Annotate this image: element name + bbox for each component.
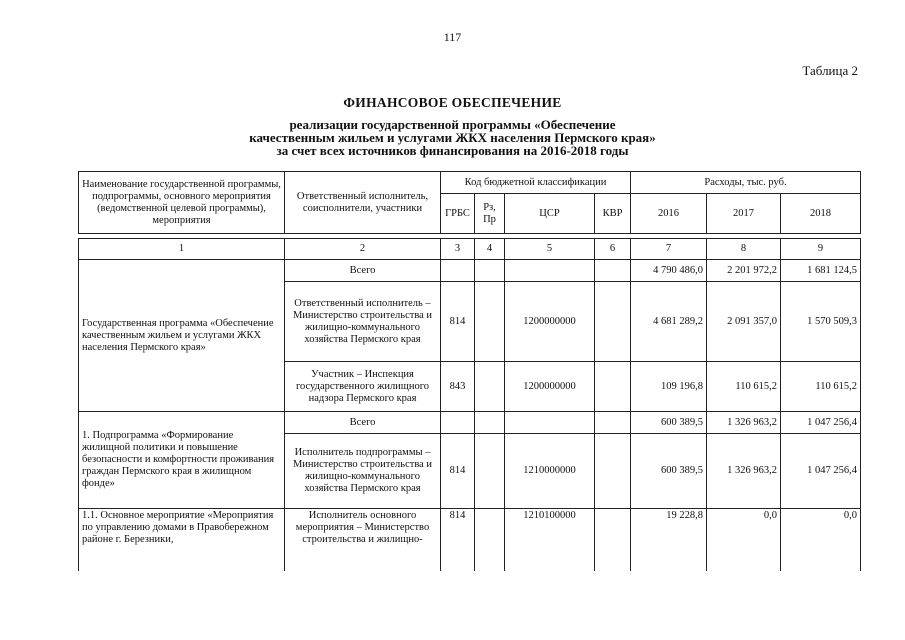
row-2018: 1 047 256,4 xyxy=(781,412,861,434)
row-2016: 109 196,8 xyxy=(631,362,707,412)
column-number: 9 xyxy=(781,239,861,260)
row-2017: 110 615,2 xyxy=(707,362,781,412)
column-number-row xyxy=(79,239,861,260)
row-grbs: 814 xyxy=(441,434,475,509)
row-kvr xyxy=(595,434,631,509)
row-kvr xyxy=(595,509,631,572)
row-kvr xyxy=(595,282,631,362)
row-executor: Ответственный исполнитель – Министерство строительства и жилищно-коммунального хозяйства Пермского края xyxy=(285,282,441,362)
row-grbs: 814 xyxy=(441,282,475,362)
subprogram-name: 1. Подпрограмма «Формирование жилищной политики и повышение безопасности и комфортности проживания граждан Пермского края в жилищном фонде» xyxy=(79,412,285,509)
row-grbs xyxy=(441,260,475,282)
row-2018: 1 681 124,5 xyxy=(781,260,861,282)
row-executor: Всего xyxy=(285,412,441,434)
column-number: 3 xyxy=(441,239,475,260)
program-name: Государственная программа «Обеспечение качественным жильем и услугами ЖКХ населения Пермского края» xyxy=(79,260,285,412)
header-grbs: ГРБС xyxy=(441,194,475,234)
row-kvr xyxy=(595,260,631,282)
table-row xyxy=(79,509,861,572)
header-2016: 2016 xyxy=(631,194,707,234)
header-expenses: Расходы, тыс. руб. xyxy=(631,172,861,194)
header-csr: ЦСР xyxy=(505,194,595,234)
table-row xyxy=(79,260,861,282)
column-number: 2 xyxy=(285,239,441,260)
column-number: 8 xyxy=(707,239,781,260)
row-executor: Всего xyxy=(285,260,441,282)
row-2016: 4 790 486,0 xyxy=(631,260,707,282)
row-rz-pr xyxy=(475,412,505,434)
row-2017: 1 326 963,2 xyxy=(707,412,781,434)
row-2017: 0,0 xyxy=(707,509,781,572)
row-csr xyxy=(505,260,595,282)
row-2018: 110 615,2 xyxy=(781,362,861,412)
title-block xyxy=(0,95,905,157)
row-2018: 1 047 256,4 xyxy=(781,434,861,509)
title-main: ФИНАНСОВОЕ ОБЕСПЕЧЕНИЕ xyxy=(343,95,562,110)
header-2018: 2018 xyxy=(781,194,861,234)
header-rz-pr: Рз, Пр xyxy=(475,194,505,234)
column-number: 6 xyxy=(595,239,631,260)
row-kvr xyxy=(595,362,631,412)
row-2018: 1 570 509,3 xyxy=(781,282,861,362)
title-line-3: за счет всех источников финансирования на 2016-2018 годы xyxy=(276,143,629,158)
column-number: 7 xyxy=(631,239,707,260)
column-number: 1 xyxy=(79,239,285,260)
row-rz-pr xyxy=(475,509,505,572)
row-csr: 1210000000 xyxy=(505,434,595,509)
row-2016: 19 228,8 xyxy=(631,509,707,572)
row-executor: Исполнитель основного мероприятия – Министерство строительства и жилищно- xyxy=(285,509,441,572)
row-2017: 2 201 972,2 xyxy=(707,260,781,282)
row-2016: 600 389,5 xyxy=(631,434,707,509)
row-rz-pr xyxy=(475,362,505,412)
column-number: 5 xyxy=(505,239,595,260)
row-rz-pr xyxy=(475,282,505,362)
main-activity-name: 1.1. Основное мероприятие «Мероприятия по управлению домами в Правобережном районе г. Березники, xyxy=(79,509,285,572)
row-2018: 0,0 xyxy=(781,509,861,572)
row-csr: 1200000000 xyxy=(505,282,595,362)
row-csr: 1200000000 xyxy=(505,362,595,412)
header-name: Наименование государственной программы, подпрограммы, основного мероприятия (ведомственной целевой программы), мероприятия xyxy=(79,172,285,234)
row-2016: 600 389,5 xyxy=(631,412,707,434)
column-number: 4 xyxy=(475,239,505,260)
row-rz-pr xyxy=(475,434,505,509)
header-kvr: КВР xyxy=(595,194,631,234)
table-row xyxy=(79,412,861,434)
financing-table xyxy=(78,171,861,571)
row-2016: 4 681 289,2 xyxy=(631,282,707,362)
row-2017: 2 091 357,0 xyxy=(707,282,781,362)
page-number: 117 xyxy=(443,30,462,44)
row-executor: Участник – Инспекция государственного жилищного надзора Пермского края xyxy=(285,362,441,412)
title-line-1: реализации государственной программы «Обеспечение xyxy=(289,117,616,132)
row-kvr xyxy=(595,412,631,434)
row-grbs: 843 xyxy=(441,362,475,412)
row-executor: Исполнитель подпрограммы – Министерство строительства и жилищно-коммунального хозяйства Пермского края xyxy=(285,434,441,509)
table-caption: Таблица 2 xyxy=(802,63,858,78)
row-grbs xyxy=(441,412,475,434)
row-csr xyxy=(505,412,595,434)
row-rz-pr xyxy=(475,260,505,282)
title-line-2: качественным жильем и услугами ЖКХ населения Пермского края» xyxy=(249,130,656,145)
header-budget-code: Код бюджетной классификации xyxy=(441,172,631,194)
header-2017: 2017 xyxy=(707,194,781,234)
row-csr: 1210100000 xyxy=(505,509,595,572)
header-executor: Ответственный исполнитель, соисполнители, участники xyxy=(285,172,441,234)
row-2017: 1 326 963,2 xyxy=(707,434,781,509)
row-grbs: 814 xyxy=(441,509,475,572)
